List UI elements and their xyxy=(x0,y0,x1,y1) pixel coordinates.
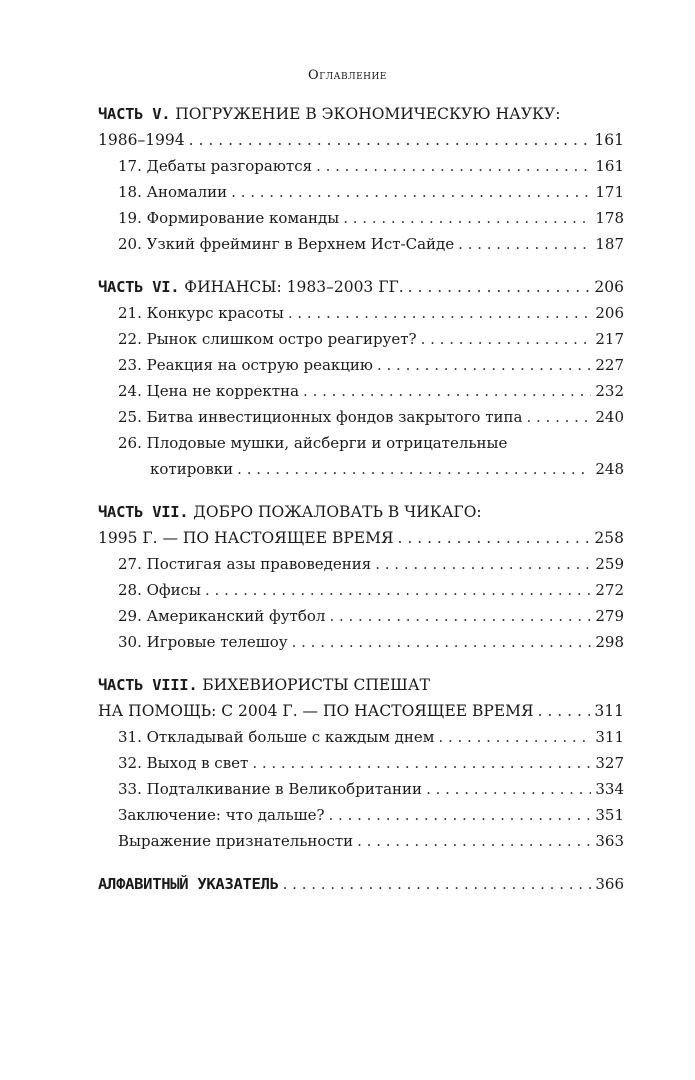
dot-leader xyxy=(329,802,592,828)
chapter-title: 30. Игровые телешоу xyxy=(118,633,288,651)
part-heading-cont[interactable] xyxy=(98,127,624,153)
page-number: 248 xyxy=(595,460,624,478)
chapter-title: 24. Цена не корректна xyxy=(118,382,300,400)
chapter-entry[interactable] xyxy=(98,750,624,776)
chapter-entry[interactable] xyxy=(98,776,624,802)
part-title: БИХЕВИОРИСТЫ СПЕШАТ xyxy=(202,676,430,694)
chapter-entry[interactable] xyxy=(98,231,624,257)
page-number: 217 xyxy=(595,330,624,348)
chapter-entry[interactable] xyxy=(98,378,624,404)
part-title-cont: 1995 Г. — ПО НАСТОЯЩЕЕ ВРЕМЯ xyxy=(98,529,394,547)
page-number: 206 xyxy=(595,304,624,322)
dot-leader xyxy=(303,378,591,404)
page-number: 187 xyxy=(595,235,624,253)
part-title: ПОГРУЖЕНИЕ В ЭКОНОМИЧЕСКУЮ НАУКУ: xyxy=(175,105,561,123)
part-label: ЧАСТЬ VII. xyxy=(98,503,189,521)
chapter-entry[interactable] xyxy=(98,153,624,179)
chapter-entry[interactable] xyxy=(98,577,624,603)
dot-leader xyxy=(237,456,591,482)
chapter-title: 31. Откладывай больше с каждым днем xyxy=(118,728,435,746)
part-label: ЧАСТЬ V. xyxy=(98,105,171,123)
dot-leader xyxy=(329,603,591,629)
page-number: 311 xyxy=(595,728,624,746)
part-heading-cont[interactable] xyxy=(98,525,624,551)
page-number: 171 xyxy=(595,183,624,201)
chapter-title: Заключение: что дальше? xyxy=(118,806,325,824)
part-heading-cont[interactable] xyxy=(98,698,624,724)
part-7 xyxy=(98,499,624,655)
chapter-entry[interactable] xyxy=(98,603,624,629)
chapter-entry[interactable] xyxy=(98,724,624,750)
chapter-title: 20. Узкий фрейминг в Верхнем Ист-Сайде xyxy=(118,235,455,253)
chapter-entry[interactable] xyxy=(98,326,624,352)
part-heading[interactable] xyxy=(98,274,624,300)
chapter-title: 17. Дебаты разгораются xyxy=(118,157,313,175)
chapter-title: 22. Рынок слишком остро реагирует? xyxy=(118,330,417,348)
index-entry[interactable] xyxy=(98,871,624,897)
part-label: ЧАСТЬ VI. xyxy=(98,278,180,296)
part-heading[interactable] xyxy=(98,101,624,127)
page-number: 272 xyxy=(595,581,624,599)
page-number: 311 xyxy=(594,702,624,720)
dot-leader xyxy=(438,724,591,750)
chapter-entry[interactable] xyxy=(98,802,624,828)
dot-leader xyxy=(375,551,591,577)
page-number: 279 xyxy=(595,607,624,625)
part-title-cont: 1986–1994 xyxy=(98,131,185,149)
page-number: 206 xyxy=(594,278,624,296)
chapter-entry[interactable] xyxy=(98,352,624,378)
chapter-title-cont: котировки xyxy=(150,460,234,478)
part-title-cont: НА ПОМОЩЬ: С 2004 Г. — ПО НАСТОЯЩЕЕ ВРЕМЯ xyxy=(98,702,534,720)
chapter-title: 28. Офисы xyxy=(118,581,201,599)
chapter-entry-cont[interactable] xyxy=(98,456,624,482)
chapter-title: 27. Постигая азы правоведения xyxy=(118,555,372,573)
chapter-title: 18. Аномалии xyxy=(118,183,228,201)
page-number: 327 xyxy=(595,754,624,772)
chapter-title: 29. Американский футбол xyxy=(118,607,326,625)
dot-leader xyxy=(458,231,591,257)
dot-leader xyxy=(231,179,591,205)
part-title: ДОБРО ПОЖАЛОВАТЬ В ЧИКАГО: xyxy=(193,503,482,521)
index-title: АЛФАВИТНЫЙ УКАЗАТЕЛЬ xyxy=(98,875,279,893)
part-title: ФИНАНСЫ: 1983–2003 ГГ. xyxy=(184,278,404,296)
table-of-contents xyxy=(98,101,624,897)
dot-leader xyxy=(377,352,591,378)
running-head: Оглавление xyxy=(308,68,387,83)
part-heading[interactable] xyxy=(98,499,624,525)
chapter-title: Выражение признательности xyxy=(118,832,354,850)
chapter-entry[interactable] xyxy=(98,300,624,326)
chapter-title: 25. Битва инвестиционных фондов закрытого типа xyxy=(118,408,523,426)
part-6 xyxy=(98,274,624,482)
chapter-entry[interactable] xyxy=(98,828,624,854)
chapter-entry[interactable] xyxy=(98,205,624,231)
dot-leader xyxy=(205,577,591,603)
dot-leader xyxy=(408,274,591,300)
dot-leader xyxy=(526,404,591,430)
page-number: 240 xyxy=(595,408,624,426)
chapter-entry[interactable] xyxy=(98,179,624,205)
dot-leader xyxy=(357,828,591,854)
dot-leader xyxy=(398,525,591,551)
chapter-title: 19. Формирование команды xyxy=(118,209,340,227)
chapter-entry[interactable] xyxy=(98,629,624,655)
page-number: 351 xyxy=(595,806,624,824)
chapter-entry[interactable] xyxy=(98,404,624,430)
dot-leader xyxy=(538,698,591,724)
page-number: 366 xyxy=(595,875,624,893)
part-label: ЧАСТЬ VIII. xyxy=(98,676,198,694)
chapter-title: 23. Реакция на острую реакцию xyxy=(118,356,373,374)
page-number: 161 xyxy=(595,157,624,175)
dot-leader xyxy=(292,629,592,655)
chapter-title: 26. Плодовые мушки, айсберги и отрицательные xyxy=(118,434,508,452)
dot-leader xyxy=(421,326,592,352)
page-number: 161 xyxy=(594,131,624,149)
dot-leader xyxy=(252,750,591,776)
dot-leader xyxy=(189,127,591,153)
page-number: 259 xyxy=(595,555,624,573)
page-number: 334 xyxy=(595,780,624,798)
chapter-title: 21. Конкурс красоты xyxy=(118,304,284,322)
dot-leader xyxy=(343,205,591,231)
chapter-entry[interactable] xyxy=(98,430,624,456)
chapter-entry[interactable] xyxy=(98,551,624,577)
part-8 xyxy=(98,672,624,854)
part-5 xyxy=(98,101,624,257)
page-number: 298 xyxy=(595,633,624,651)
page-number: 363 xyxy=(595,832,624,850)
dot-leader xyxy=(283,871,592,897)
page-number: 258 xyxy=(594,529,624,547)
part-heading[interactable] xyxy=(98,672,624,698)
chapter-title: 32. Выход в свет xyxy=(118,754,249,772)
chapter-title: 33. Подталкивание в Великобритании xyxy=(118,780,423,798)
page-number: 227 xyxy=(595,356,624,374)
page-number: 178 xyxy=(595,209,624,227)
dot-leader xyxy=(288,300,592,326)
dot-leader xyxy=(316,153,591,179)
page-number: 232 xyxy=(595,382,624,400)
dot-leader xyxy=(426,776,591,802)
